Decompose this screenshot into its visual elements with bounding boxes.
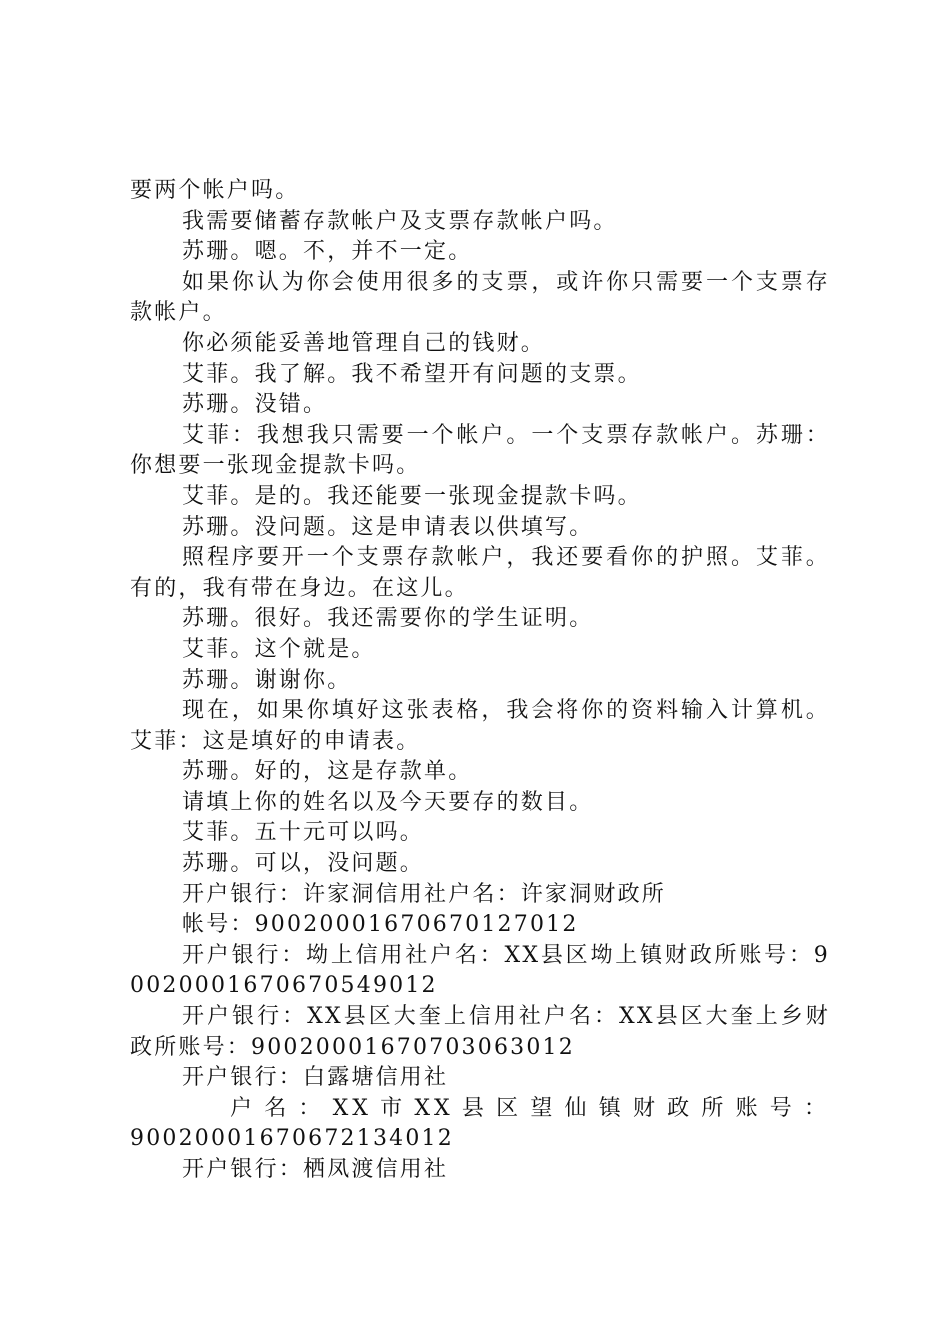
paragraph: 艾菲。这个就是。 bbox=[182, 636, 376, 662]
paragraph: 苏珊。好的，这是存款单。 bbox=[182, 759, 473, 785]
paragraph: 艾菲。我了解。我不希望开有问题的支票。 bbox=[182, 361, 642, 387]
paragraph: 我需要储蓄存款帐户及支票存款帐户吗。 bbox=[182, 208, 618, 234]
paragraph: 苏珊。谢谢你。 bbox=[182, 667, 352, 693]
paragraph: 你必须能妥善地管理自己的钱财。 bbox=[182, 330, 546, 356]
document-body bbox=[130, 176, 830, 1186]
paragraph: 苏珊。没问题。这是申请表以供填写。 bbox=[182, 514, 594, 540]
paragraph: 户名：XX市XX县区望仙镇财政所账号： bbox=[230, 1095, 830, 1121]
paragraph: 艾菲。五十元可以吗。 bbox=[182, 820, 425, 846]
paragraph: 开户银行：栖凤渡信用社 bbox=[182, 1157, 449, 1182]
paragraph: 如果你认为你会使用很多的支票，或许你只需要一个支票存款帐户。 bbox=[130, 269, 830, 326]
paragraph: 苏珊。没错。 bbox=[182, 392, 328, 418]
paragraph: 请填上你的姓名以及今天要存的数目。 bbox=[182, 789, 594, 815]
paragraph: 开户银行：许家洞信用社户名：许家洞财政所 bbox=[182, 881, 667, 907]
paragraph: 照程序要开一个支票存款帐户，我还要看你的护照。艾菲。有的，我有带在身边。在这儿。 bbox=[130, 545, 830, 601]
paragraph: 90020001670672134012 bbox=[130, 1126, 454, 1152]
paragraph: 苏珊。嗯。不，并不一定。 bbox=[182, 239, 473, 265]
paragraph: 现在，如果你填好这张表格，我会将你的资料输入计算机。艾菲：这是填好的申请表。 bbox=[130, 698, 830, 754]
paragraph: 要两个帐户吗。 bbox=[130, 178, 300, 203]
paragraph: 开户银行：白露塘信用社 bbox=[182, 1065, 449, 1091]
paragraph: 开户银行：XX县区大奎上信用社户名：XX县区大奎上乡财政所账号：90020001670703063012 bbox=[130, 1004, 830, 1060]
paragraph: 艾菲：我想我只需要一个帐户。一个支票存款帐户。苏珊：你想要一张现金提款卡吗。 bbox=[130, 422, 830, 479]
paragraph: 帐号：90020001670670127012 bbox=[182, 912, 579, 938]
paragraph: 苏珊。可以，没问题。 bbox=[182, 851, 425, 877]
paragraph: 开户银行：坳上信用社户名：XX县区坳上镇财政所账号：90020001670670549012 bbox=[130, 942, 830, 999]
paragraph: 苏珊。很好。我还需要你的学生证明。 bbox=[182, 606, 594, 632]
paragraph: 艾菲。是的。我还能要一张现金提款卡吗。 bbox=[182, 483, 642, 509]
